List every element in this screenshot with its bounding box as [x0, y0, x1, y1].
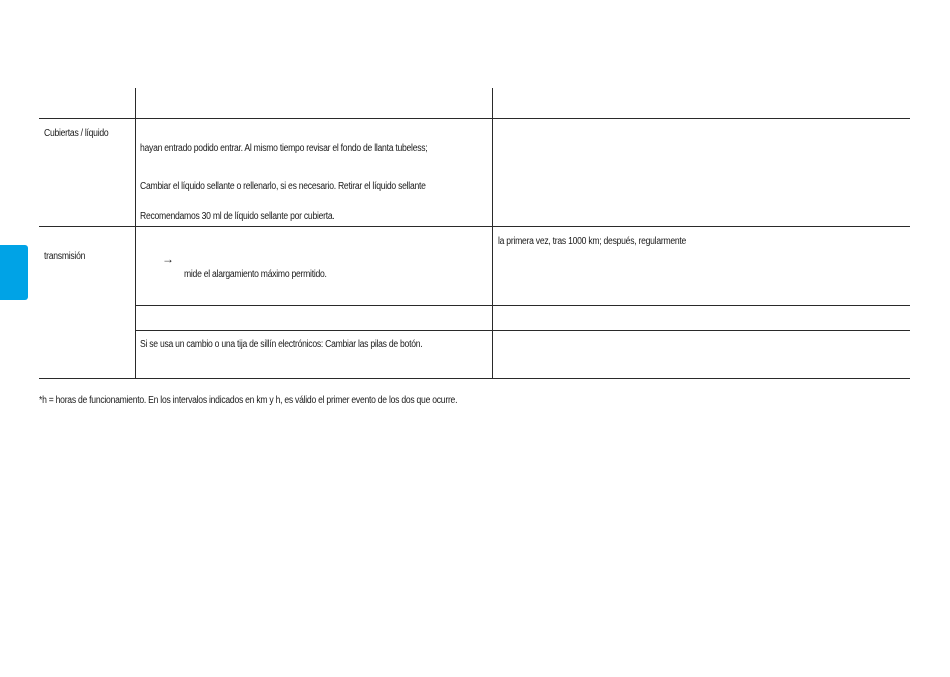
- table-col-divider-1: [135, 88, 136, 378]
- row-text-line: Cambiar el líquido sellante o rellenarlo, si es necesario. Retirar el líquido sellante: [140, 181, 426, 192]
- row-text-line: mide el alargamiento máximo permitido.: [184, 269, 327, 280]
- row-text-line: hayan entrado podido entrar. Al mismo tiempo revisar el fondo de llanta tubeless;: [140, 143, 428, 154]
- footnote: *h = horas de funcionamiento. En los intervalos indicados en km y h, es válido el primer evento de los dos que ocurre.: [39, 395, 458, 406]
- table-rule-bottom: [39, 378, 910, 379]
- row-interval: la primera vez, tras 1000 km; después, regularmente: [498, 236, 687, 247]
- table-rule-header: [39, 118, 910, 119]
- section-tab: [0, 245, 28, 300]
- table-rule-row2: [135, 305, 910, 306]
- table-rule-row1: [39, 226, 910, 227]
- table-col-divider-2: [492, 88, 493, 378]
- row-label: Cubiertas / líquido: [44, 128, 109, 139]
- table-rule-row3: [135, 330, 910, 331]
- arrow-icon: →: [162, 252, 174, 266]
- row-label: transmisión: [44, 251, 86, 262]
- row-text-line: Recomendamos 30 ml de líquido sellante por cubierta.: [140, 211, 335, 222]
- row-text-line: Si se usa un cambio o una tija de sillín electrónicos: Cambiar las pilas de botón.: [140, 339, 423, 350]
